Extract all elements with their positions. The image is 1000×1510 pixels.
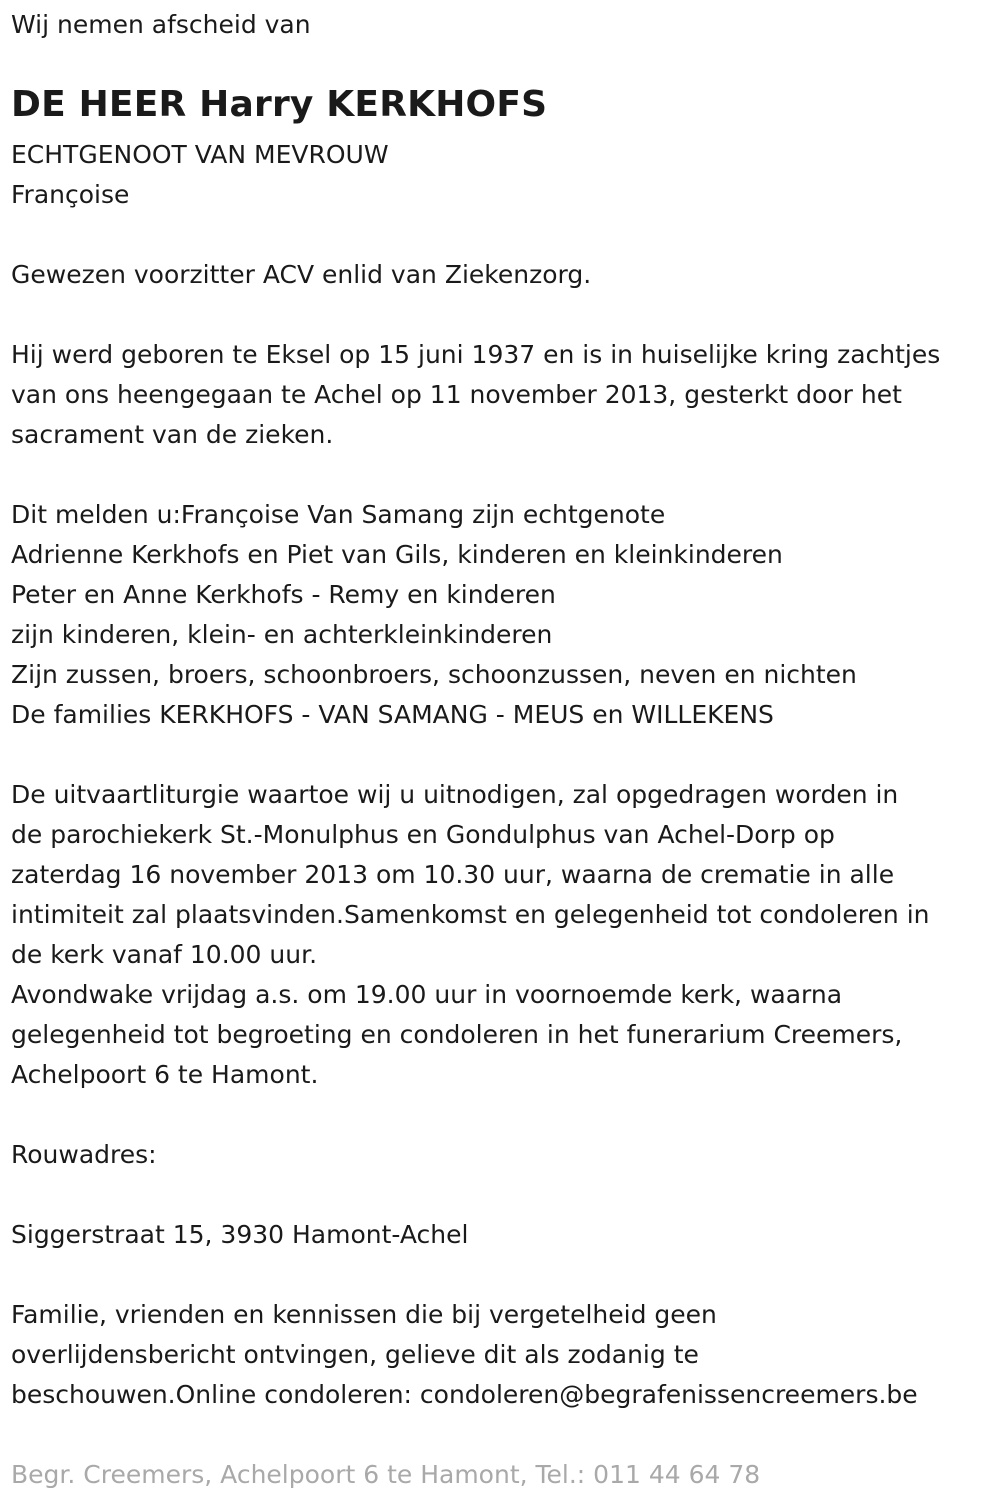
paragraph-line: Achelpoort 6 te Hamont. <box>11 1060 319 1089</box>
family-line: zijn kinderen, klein- en achterkleinkinderen <box>11 620 553 649</box>
birth-death-paragraph <box>11 335 996 455</box>
family-list <box>11 495 996 735</box>
address-label: Rouwadres: <box>11 1140 157 1169</box>
paragraph-line: de parochiekerk St.-Monulphus en Gondulphus van Achel-Dorp op <box>11 820 835 849</box>
role-text: Gewezen voorzitter ACV enlid van Ziekenzorg. <box>11 260 592 289</box>
spouse-line: ECHTGENOOT VAN MEVROUW <box>11 140 389 169</box>
spacer <box>11 735 996 775</box>
paragraph-line: de kerk vanaf 10.00 uur. <box>11 940 318 969</box>
spacer <box>11 1255 996 1295</box>
paragraph-line: zaterdag 16 november 2013 om 10.30 uur, waarna de crematie in alle <box>11 860 895 889</box>
family-line: De families KERKHOFS - VAN SAMANG - MEUS en WILLEKENS <box>11 700 774 729</box>
spacer <box>11 215 996 255</box>
family-line: Dit melden u:Françoise Van Samang zijn echtgenote <box>11 500 666 529</box>
paragraph-line: Familie, vrienden en kennissen die bij vergetelheid geen <box>11 1300 717 1329</box>
paragraph-line: van ons heengegaan te Achel op 11 november 2013, gesterkt door het <box>11 380 902 409</box>
deceased-name: DE HEER Harry KERKHOFS <box>11 84 548 125</box>
paragraph-line: De uitvaartliturgie waartoe wij u uitnodigen, zal opgedragen worden in <box>11 780 899 809</box>
spacer <box>11 455 996 495</box>
intro-text: Wij nemen afscheid van <box>11 10 311 39</box>
family-line: Adrienne Kerkhofs en Piet van Gils, kinderen en kleinkinderen <box>11 540 783 569</box>
paragraph-line: overlijdensbericht ontvingen, gelieve dit als zodanig te <box>11 1340 699 1369</box>
spacer <box>11 1175 996 1215</box>
paragraph-line: Avondwake vrijdag a.s. om 19.00 uur in voornoemde kerk, waarna <box>11 980 843 1009</box>
funeral-home-footer: Begr. Creemers, Achelpoort 6 te Hamont, Tel.: 011 44 64 78 <box>11 1460 761 1489</box>
paragraph-line: intimiteit zal plaatsvinden.Samenkomst en gelegenheid tot condoleren in <box>11 900 930 929</box>
paragraph-line: sacrament van de zieken. <box>11 420 334 449</box>
family-line: Zijn zussen, broers, schoonbroers, schoonzussen, neven en nichten <box>11 660 857 689</box>
spacer <box>11 1095 996 1135</box>
paragraph-line: beschouwen.Online condoleren: condoleren@begrafenissencreemers.be <box>11 1380 918 1409</box>
spacer <box>11 1415 996 1455</box>
paragraph-line: Hij werd geboren te Eksel op 15 juni 1937 en is in huiselijke kring zachtjes <box>11 340 941 369</box>
closing-paragraph <box>11 1295 996 1415</box>
spacer <box>11 295 996 335</box>
spouse-name: Françoise <box>11 180 130 209</box>
mourning-address: Siggerstraat 15, 3930 Hamont-Achel <box>11 1220 469 1249</box>
family-line: Peter en Anne Kerkhofs - Remy en kinderen <box>11 580 556 609</box>
paragraph-line: gelegenheid tot begroeting en condoleren in het funerarium Creemers, <box>11 1020 903 1049</box>
funeral-paragraph <box>11 775 996 1095</box>
obituary-notice <box>11 0 996 1495</box>
